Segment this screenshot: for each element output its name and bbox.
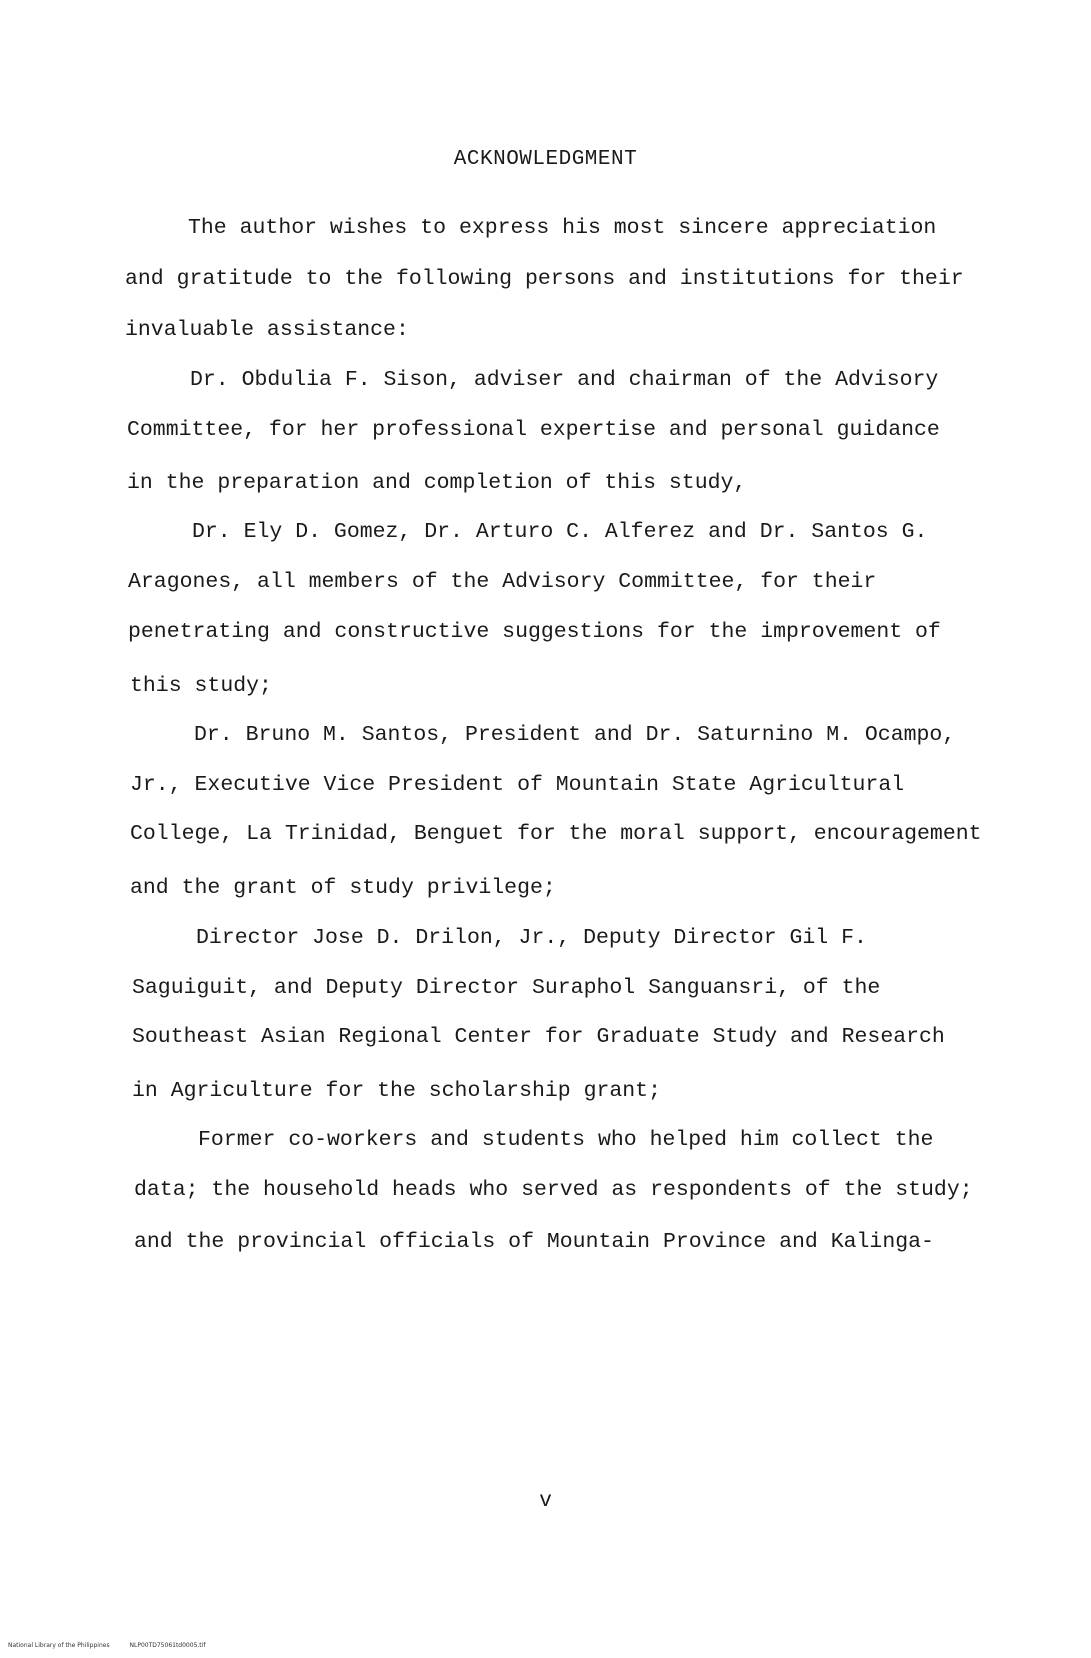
body-text-line: College, La Trinidad, Benguet for the moral support, encouragement: [130, 822, 982, 846]
body-text-line: Dr. Obdulia F. Sison, adviser and chairman of the Advisory: [190, 368, 939, 392]
body-text-line: Former co-workers and students who helped him collect the: [198, 1128, 934, 1152]
body-text-line: in the preparation and completion of this study,: [127, 471, 747, 495]
body-text-line: Aragones, all members of the Advisory Committee, for their: [128, 570, 877, 594]
page-title: ACKNOWLEDGMENT: [453, 148, 638, 171]
footer-library: National Library of the Philippines: [8, 1642, 110, 1649]
body-text-line: Dr. Bruno M. Santos, President and Dr. Saturnino M. Ocampo,: [194, 723, 956, 747]
body-text-line: data; the household heads who served as respondents of the study;: [134, 1178, 973, 1202]
body-text-line: penetrating and constructive suggestions for the improvement of: [128, 620, 941, 644]
body-text-line: invaluable assistance:: [125, 318, 409, 342]
body-text-line: this study;: [130, 674, 272, 698]
body-text-line: Committee, for her professional expertise and personal guidance: [127, 418, 940, 442]
page-number: v: [539, 1490, 552, 1513]
body-text-line: Director Jose D. Drilon, Jr., Deputy Director Gil F.: [196, 926, 867, 950]
footer-file-id: NLP00TD75061td0005.tif: [129, 1642, 206, 1649]
scan-footer: [8, 1642, 223, 1649]
body-text-line: Jr., Executive Vice President of Mountain State Agricultural: [130, 773, 905, 797]
body-text-line: Saguiguit, and Deputy Director Suraphol Sanguansri, of the: [132, 976, 881, 1000]
body-text-line: The author wishes to express his most sincere appreciation: [188, 216, 937, 240]
body-text-line: and the provincial officials of Mountain Province and Kalinga-: [134, 1230, 934, 1254]
body-text-line: Southeast Asian Regional Center for Graduate Study and Research: [132, 1025, 945, 1049]
body-text-line: in Agriculture for the scholarship grant;: [132, 1079, 661, 1103]
body-text-line: and gratitude to the following persons and institutions for their: [125, 267, 964, 291]
body-text-line: Dr. Ely D. Gomez, Dr. Arturo C. Alferez and Dr. Santos G.: [192, 520, 928, 544]
body-text-line: and the grant of study privilege;: [130, 876, 556, 900]
